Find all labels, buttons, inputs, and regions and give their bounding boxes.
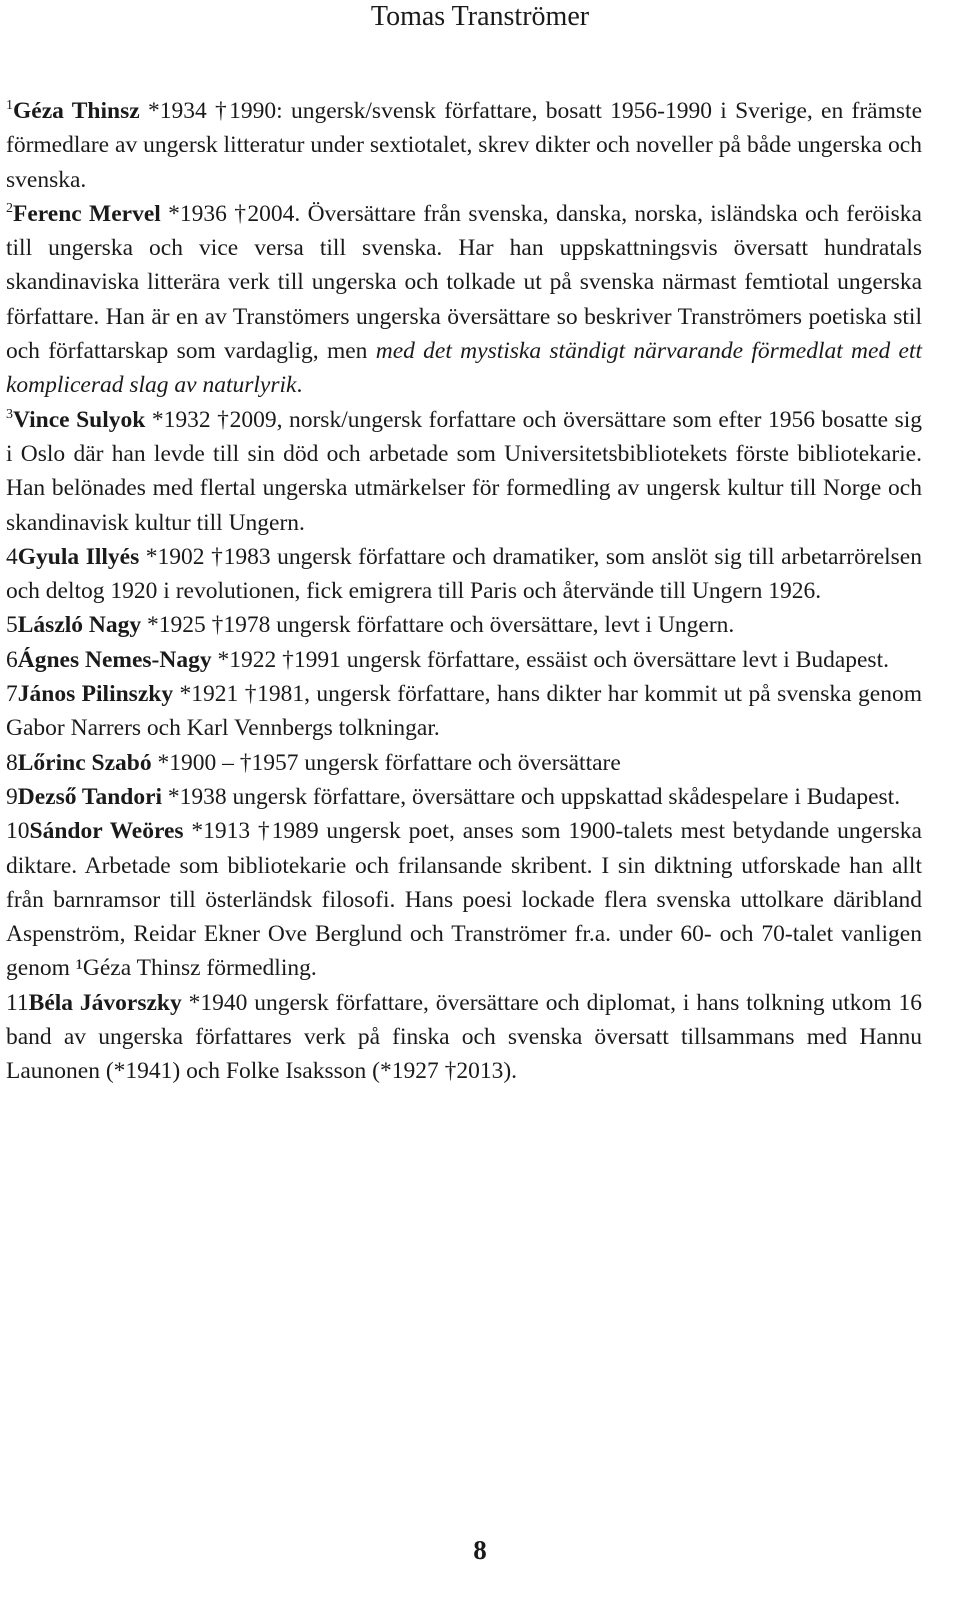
footnote-number: 5 xyxy=(6,612,18,639)
footnote-4 xyxy=(6,540,922,609)
footnote-text: *1922 †1991 ungersk författare, essäist och översättare levt i Budapest. xyxy=(211,646,889,673)
person-name: Ferenc Mervel xyxy=(13,200,161,227)
footnote-1 xyxy=(6,94,922,197)
person-name: János Pilinszky xyxy=(17,681,174,708)
footnote-number: 2 xyxy=(6,201,13,217)
footnote-text: *1913 †1989 ungersk poet, anses som 1900-talets mest betydande ungerska diktare. Arbetade som bibliotekarie och frilansande skribent. I sin diktning utforskade han allt från barnramsor till österländsk filosofi. Hans poesi lockade flera svenska uttolkare däribland Aspenström, Reidar Ekner Ove Berglund och Tranströmer fr.a. under 60- och 70-talet vanligen genom ¹Géza Thinsz förmedling. xyxy=(6,818,922,982)
footnote-text: *1921 †1981, ungersk författare, hans dikter har kommit ut på svenska genom Gabor Narrers och Karl Vennbergs tolkningar. xyxy=(6,681,922,742)
footnote-number: 4 xyxy=(6,543,18,570)
footnote-10 xyxy=(6,814,922,985)
person-name: Gyula Illyés xyxy=(17,543,140,570)
person-name: Lőrinc Szabó xyxy=(17,749,152,776)
footnote-number: 9 xyxy=(6,783,18,810)
footnote-number: 7 xyxy=(6,681,18,708)
person-name: Vince Sulyok xyxy=(13,406,146,433)
footnote-text: *1900 – †1957 ungersk författare och översättare xyxy=(151,749,621,776)
person-name: Dezső Tandori xyxy=(17,783,163,810)
footnote-2 xyxy=(6,197,922,403)
footnote-3 xyxy=(6,403,922,540)
footnote-number: 1 xyxy=(6,98,13,114)
footnote-text: *1902 †1983 ungersk författare och dramatiker, som anslöt sig till arbetarrörelsen och deltog 1920 i revolutionen, fick emigrera till Paris och återvände till Ungern 1926. xyxy=(6,543,922,605)
footnote-text: *1936 †2004. Översättare från svenska, danska, norska, isländska och feröiska till ungerska och vice versa till svenska. Har han uppskattningsvis översatt hundratals skandinaviska litterära verk till ungerska och tolkade ut på svenska närmast femtiotal ungerska författare. Han är en av Transtömers ungerska översättare so beskriver Tranströmers poetiska stil och författarskap som vardaglig, men xyxy=(6,200,922,365)
footnote-number: 10 xyxy=(6,818,30,845)
person-name: Sándor Weöres xyxy=(29,818,184,845)
person-name: Géza Thinsz xyxy=(13,98,140,124)
footnotes xyxy=(6,94,922,1089)
footnote-7 xyxy=(6,677,922,746)
page-number: 8 xyxy=(473,1535,487,1565)
footnote-number: 3 xyxy=(6,406,13,422)
person-name: Béla Jávorszky xyxy=(28,989,182,1016)
footnote-text: *1934 †1990: ungersk/svensk författare, bosatt 1956-1990 i Sverige, en främste förmedlare av ungersk litteratur under sextiotalet, skrev dikter och noveller på både ungerska och svenska. xyxy=(6,98,922,193)
person-name: László Nagy xyxy=(17,612,142,639)
footnote-number: 8 xyxy=(6,749,18,776)
footnote-text: *1938 ungersk författare, översättare och uppskattad skådespelare i Budapest. xyxy=(162,783,901,810)
footnote-5 xyxy=(6,608,922,642)
footnote-number: 11 xyxy=(6,989,29,1016)
footnote-text: *1925 †1978 ungersk författare och översättare, levt i Ungern. xyxy=(141,612,735,639)
footnote-number: 6 xyxy=(6,646,18,673)
footnote-11 xyxy=(6,986,922,1089)
footnote-9 xyxy=(6,780,922,814)
footnote-text-tail: . xyxy=(296,372,303,399)
footnote-text: *1940 ungersk författare, översättare och diplomat, i hans tolkning utkom 16 band av ungerska författares verk på finska och svenska översatt tillsammans med Hannu Launonen (*1941) och Folke Isaksson (*1927 †2013). xyxy=(6,989,922,1085)
page-title: Tomas Tranströmer xyxy=(370,1,590,32)
footnote-quote: med det mystiska ständigt närvarande förmedlat med ett komplicerad slag av naturlyrik xyxy=(6,338,922,399)
footnote-6 xyxy=(6,643,922,677)
footnote-text: *1932 †2009, norsk/ungersk forfattare och översättare som efter 1956 bosatte sig i Oslo där han levde till sin död och arbetade som Universitetsbibliotekets förste bibliotekarie. Han belönades med flertal ungerska utmärkelser för formedling av ungersk kultur till Norge och skandinavisk kultur till Ungern. xyxy=(6,406,923,536)
footnote-8 xyxy=(6,746,922,780)
person-name: Ágnes Nemes-Nagy xyxy=(17,646,212,673)
